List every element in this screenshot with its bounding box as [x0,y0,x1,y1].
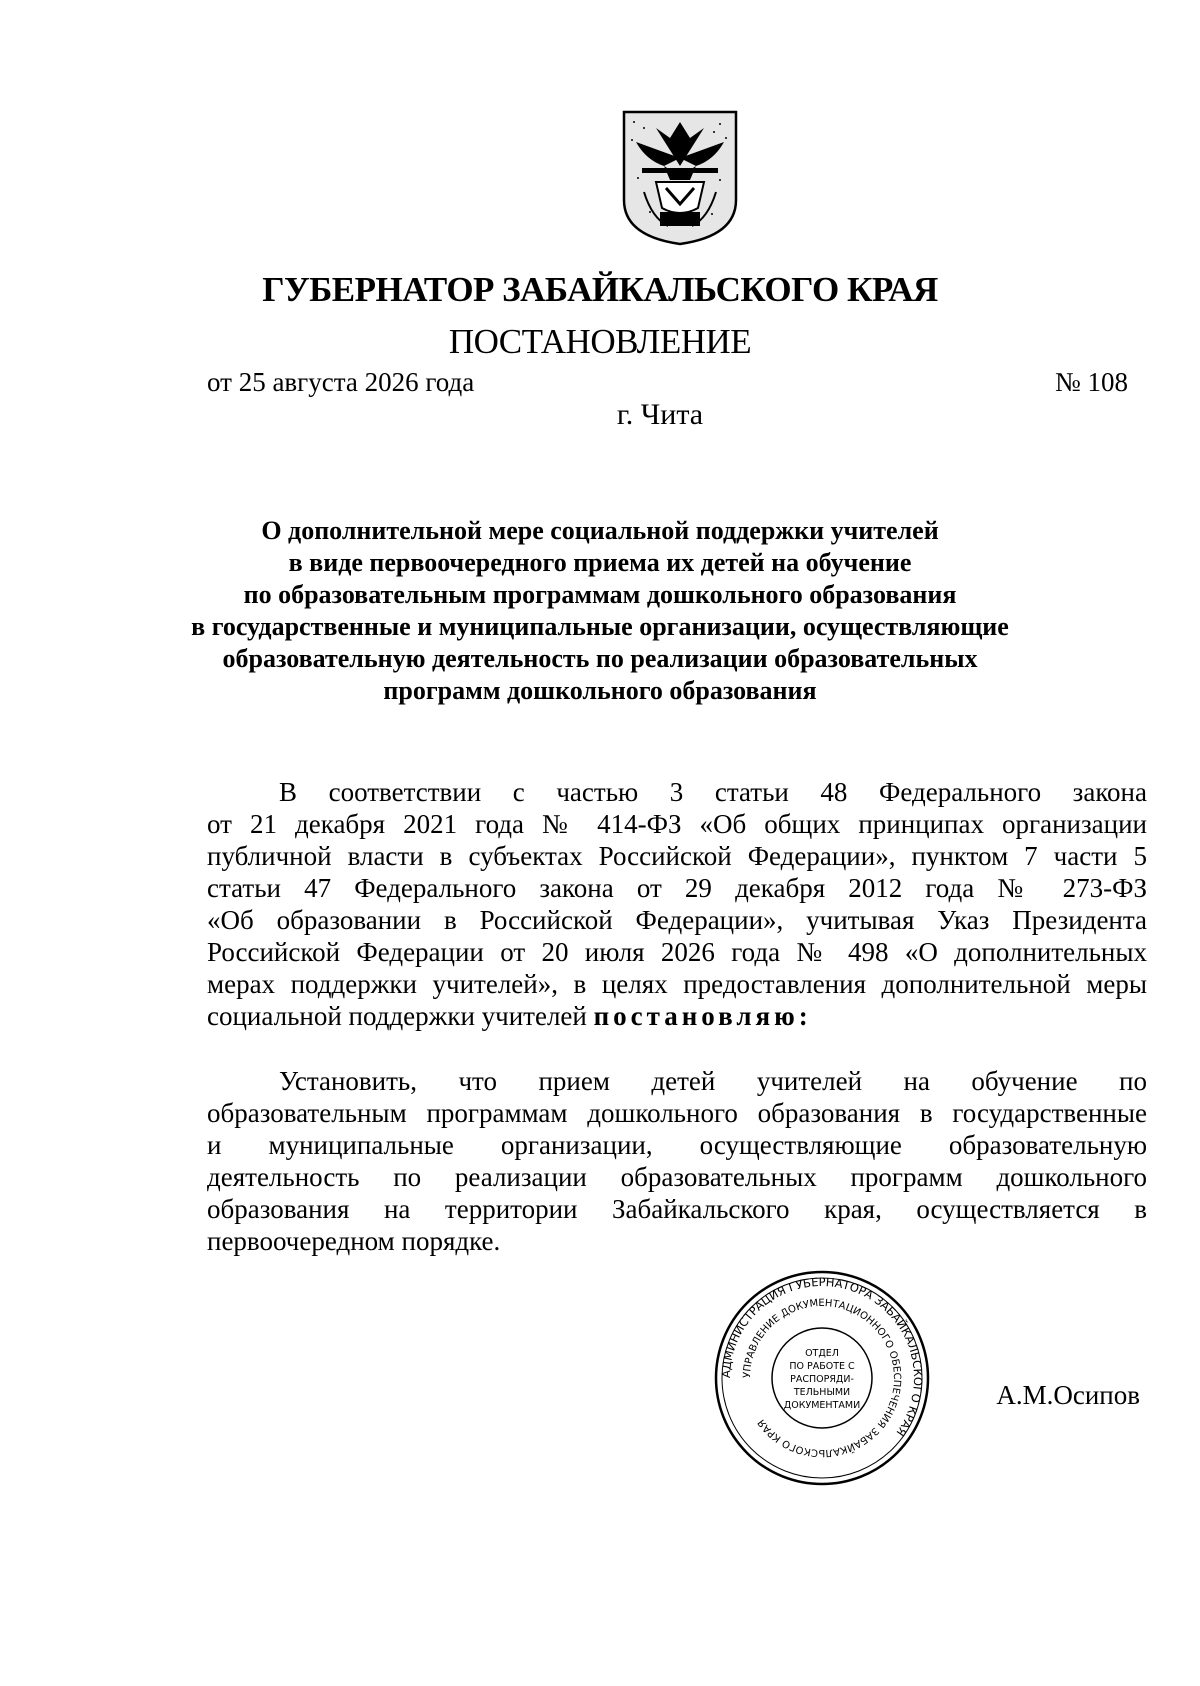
stamp-center-line: ОТДЕЛ [805,1348,839,1359]
stamp-inner-text: УПРАВЛЕНИЕ ДОКУМЕНТАЦИОННОГО ОБЕСПЕЧЕНИЯ ЗАБАЙКАЛЬСКОГО КРАЯ [741,1297,903,1459]
title-line: программ дошкольного образования [383,676,817,705]
text-line: В соответствии с частью 3 статьи 48 Федерального закона [279,777,1147,807]
operative-paragraph [207,1065,1147,1257]
text-line: от 21 декабря 2021 года № 414-ФЗ «Об общих принципах организации [207,809,1147,839]
coat-of-arms-icon [620,108,740,248]
issuing-authority: ГУБЕРНАТОР ЗАБАЙКАЛЬСКОГО КРАЯ [262,270,938,309]
preamble-paragraph [207,776,1147,1032]
text-line: деятельность по реализации образовательных программ дошкольного [207,1162,1147,1192]
signatory-name: А.М.Осипов [996,1380,1140,1410]
document-number: № 108 [1054,367,1128,397]
text-line: образовательным программам дошкольного образования в государственные [207,1098,1147,1128]
title-line: О дополнительной мере социальной поддержки учителей [261,516,939,545]
document-city: г. Чита [616,398,704,431]
stamp-center-line: ДОКУМЕНТАМИ [783,1400,861,1411]
official-stamp [712,1268,932,1488]
text-line: статьи 47 Федерального закона от 29 декабря 2012 года № 273-ФЗ [207,873,1147,903]
text-line-start: социальной поддержки учителей [207,1001,587,1031]
stamp-outer-text: АДМИНИСТРАЦИЯ ГУБЕРНАТОРА ЗАБАЙКАЛЬСКОГО КРАЯ [718,1274,926,1440]
text-line: Установить, что прием детей учителей на обучение по [279,1066,1147,1096]
document-type: ПОСТАНОВЛЕНИЕ [448,322,752,361]
text-line: «Об образовании в Российской Федерации», учитывая Указ Президента [207,905,1147,935]
title-line: по образовательным программам дошкольного образования [243,580,957,609]
text-line [207,1000,1147,1032]
coat-of-arms [620,108,740,248]
title-line: в государственные и муниципальные организации, осуществляющие [191,612,1009,641]
text-line: публичной власти в субъектах Российской Федерации», пунктом 7 части 5 [207,841,1147,871]
text-line: мерах поддержки учителей», в целях предоставления дополнительной меры [207,969,1147,999]
stamp-center-line: ПО РАБОТЕ С [789,1361,855,1372]
text-line: Российской Федерации от 20 июля 2026 года № 498 «О дополнительных [207,937,1147,967]
text-line: образования на территории Забайкальского края, осуществляется в [207,1194,1147,1224]
stamp-center-line: РАСПОРЯДИ- [790,1374,854,1385]
text-line: первоочередном порядке. [207,1226,501,1256]
title-line: в виде первоочередного приема их детей на обучение [288,548,912,577]
title-line: образовательную деятельность по реализации образовательных [222,644,978,673]
document-date: от 25 августа 2026 года [207,367,475,397]
stamp-center-line: ТЕЛЬНЫМИ [793,1387,851,1398]
text-line: и муниципальные организации, осуществляющие образовательную [207,1130,1147,1160]
decree-word: постановляю: [593,1001,812,1031]
stamp-seal-icon [712,1268,932,1488]
document-title [150,515,1050,707]
